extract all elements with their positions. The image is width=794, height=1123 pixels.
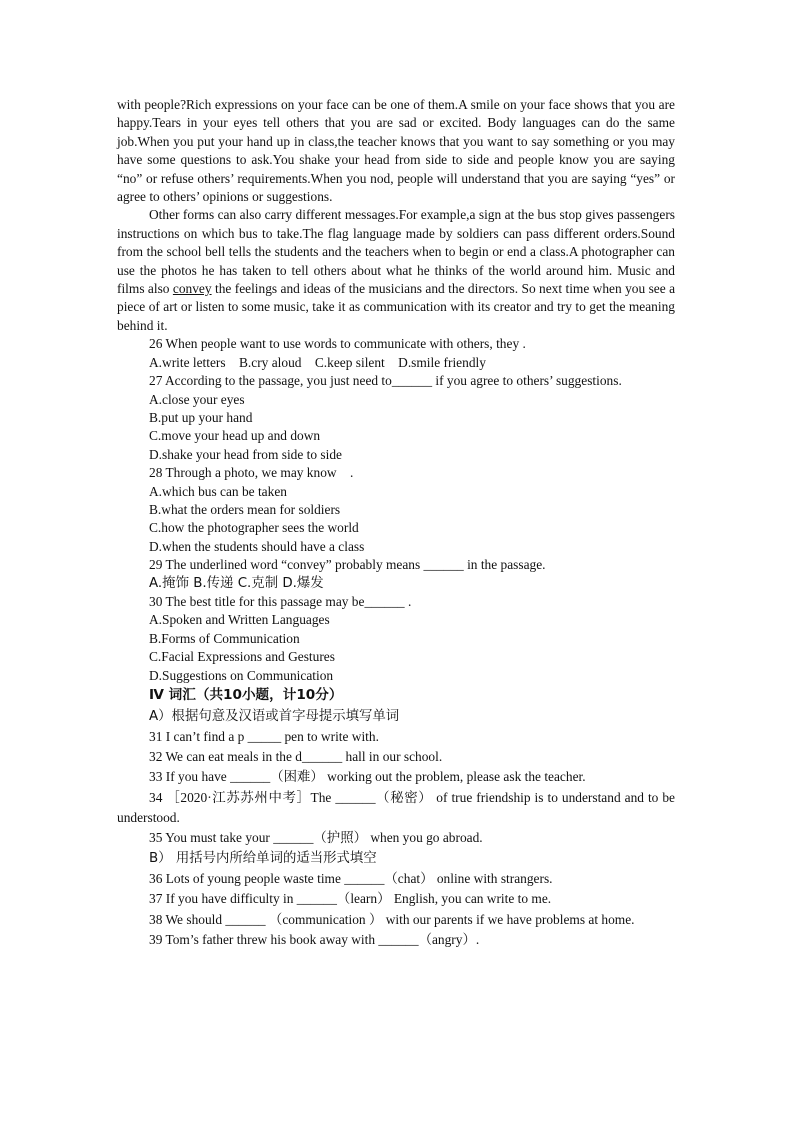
question-37: 37 If you have difficulty in ______（learn） English, you can write to me. [149, 891, 552, 907]
part-a-instructions: A）根据句意及汉语或首字母提示填写单词 [149, 709, 400, 724]
question-39: 39 Tom’s father threw his book away with ______（angry）. [149, 931, 480, 947]
passage-text-before: Other forms can also carry different messages.For example,a sign at the bus stop gives passengers instructions on which bus to take.The flag language made by soldiers can pass different orders.Sound from the school bell tells the students and the teachers when to begin or end a class.A photographer can use the photos he has taken to tell others about what he thinks of the world around him. Music and films also [117, 207, 675, 297]
question-27: 27 According to the passage, you just need to______ if you agree to others’ suggestions. [149, 373, 622, 389]
question-27-option-a: A.close your eyes [149, 391, 245, 407]
passage-text-after: the feelings and ideas of the musicians and the directors. So next time when you see a piece of art or listen to some music, take it as communication with its creator and try to get the meaning behind it. [117, 281, 676, 333]
document-content [117, 96, 675, 950]
question-28: 28 Through a photo, we may know . [149, 465, 354, 481]
question-31: 31 I can’t find a p _____ pen to write with. [149, 729, 379, 744]
question-33: 33 If you have ______（困难） working out the problem, please ask the teacher. [149, 769, 586, 785]
question-30-option-d: D.Suggestions on Communication [149, 667, 334, 683]
question-30-option-a: A.Spoken and Written Languages [149, 612, 330, 628]
question-34: 34 ［2020·江苏苏州中考］The ______（秘密） of true friendship is to understand and to be understood. [117, 789, 675, 825]
underlined-word-convey: convey [172, 281, 212, 297]
question-36: 36 Lots of young people waste time ______（chat） online with strangers. [149, 871, 553, 887]
question-26-options: A.write letters B.cry aloud C.keep silent D.smile friendly [149, 354, 486, 370]
question-28-option-d: D.when the students should have a class [149, 538, 365, 554]
section-heading-vocabulary: Ⅳ 词汇（共10小题，计10分） [149, 687, 343, 703]
question-28-option-c: C.how the photographer sees the world [149, 520, 359, 536]
question-29-options: A.掩饰 B.传递 C.克制 D.爆发 [149, 575, 324, 591]
question-30-option-c: C.Facial Expressions and Gestures [149, 649, 335, 665]
question-28-option-b: B.what the orders mean for soldiers [149, 501, 341, 517]
question-32: 32 We can eat meals in the d______ hall in our school. [149, 749, 443, 765]
passage-paragraph-1: with people?Rich expressions on your face can be one of them.A smile on your face shows that you are happy.Tears in your eyes tell others that you are sad or excited. Body languages can do the same job.When you put your hand up in class,the teacher knows that you want to say something or you may have some questions to ask.You shake your head from side to side and people know you are saying “no” or refuse others’ requirements.When you nod, people will understand that you are saying “yes” or agree to others’ opinions or suggestions. [117, 97, 675, 205]
question-35: 35 You must take your ______（护照） when you go abroad. [149, 830, 483, 846]
question-29: 29 The underlined word “convey” probably means ______ in the passage. [149, 557, 546, 573]
question-30: 30 The best title for this passage may be______ . [149, 593, 412, 609]
question-27-option-b: B.put up your hand [149, 409, 253, 425]
question-27-option-d: D.shake your head from side to side [149, 446, 343, 462]
passage-paragraph-2 [117, 206, 675, 335]
question-28-option-a: A.which bus can be taken [149, 483, 287, 499]
question-30-option-b: B.Forms of Communication [149, 630, 300, 646]
question-27-option-c: C.move your head up and down [149, 428, 321, 444]
question-26: 26 When people want to use words to communicate with others, they . [149, 336, 526, 352]
question-38: 38 We should ______ （communication ） with our parents if we have problems at home. [149, 911, 635, 927]
part-b-instructions: B） 用括号内所给单词的适当形式填空 [149, 851, 377, 867]
